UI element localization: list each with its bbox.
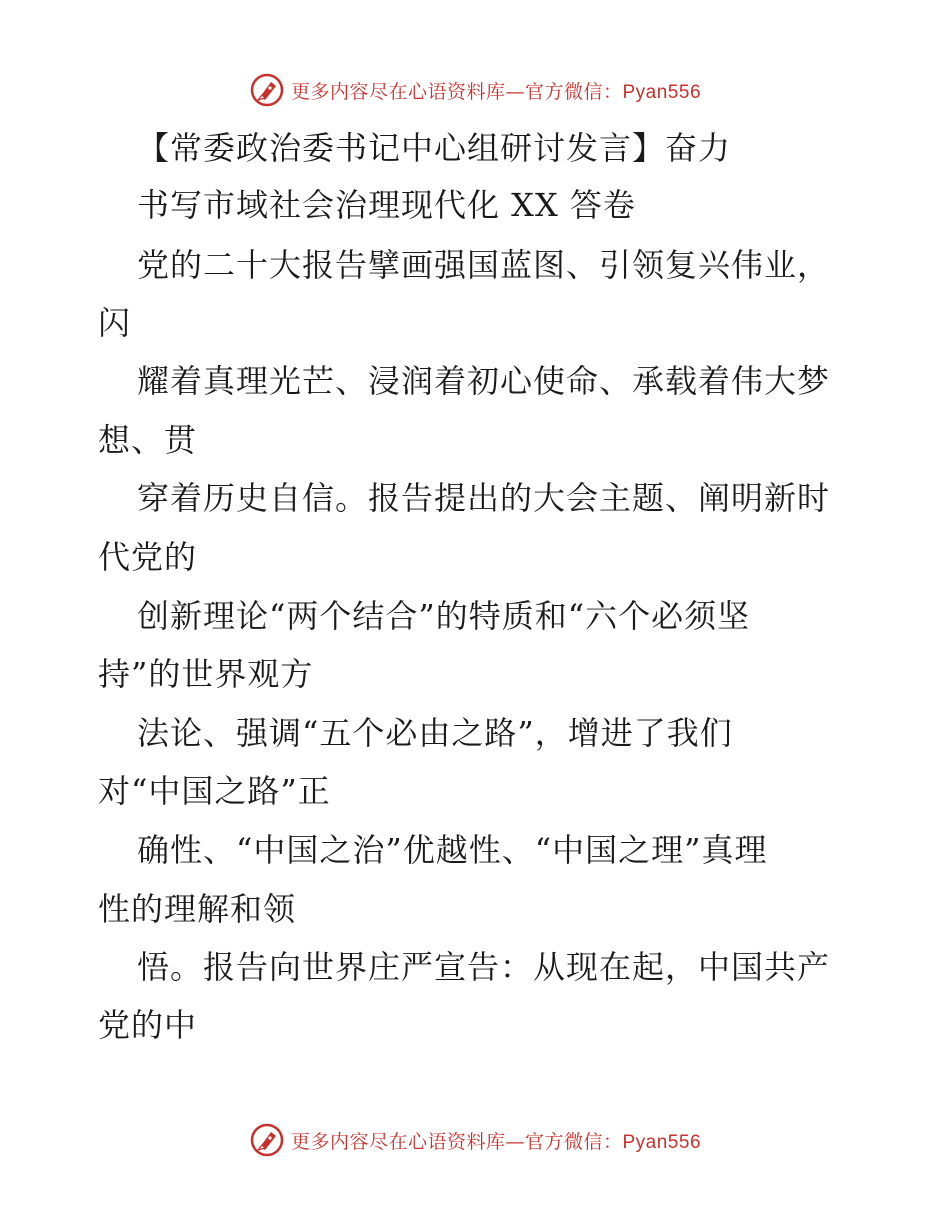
body-line: 穿着历史自信。报告提出的大会主题、阐明新时 — [137, 479, 831, 517]
watermark-dash: — — [505, 80, 525, 103]
body-line: 耀着真理光芒、浸润着初心使命、承载着伟大梦 — [137, 362, 831, 400]
header-watermark — [0, 68, 950, 112]
body-line: 想、贯 — [98, 421, 198, 459]
body-line: 悟。报告向世界庄严宣告：从现在起，中国共产 — [137, 948, 831, 986]
body-line: 党的中 — [98, 1006, 198, 1044]
body-line: 性的理解和领 — [98, 890, 297, 928]
pen-nib-logo-icon — [249, 72, 285, 108]
body-line: 持”的世界观方 — [98, 655, 314, 693]
body-line: 确性、“中国之治”优越性、“中国之理”真理 — [137, 831, 768, 869]
pen-nib-logo-icon — [249, 1122, 285, 1158]
watermark-wechat-id: Pyan556 — [622, 1131, 702, 1153]
body-line: 党的二十大报告擘画强国蓝图、引领复兴伟业， — [137, 246, 831, 284]
body-line: 对“中国之路”正 — [98, 772, 331, 810]
document-title-line-1: 【常委政治委书记中心组研讨发言】奋力 — [137, 129, 732, 167]
watermark-text — [291, 77, 701, 104]
watermark-text — [291, 1127, 701, 1154]
document-title-line-2: 书写市域社会治理现代化 XX 答卷 — [137, 186, 636, 224]
watermark-site-text: 更多内容尽在心语资料库 — [290, 80, 506, 103]
body-line: 闪 — [98, 304, 132, 342]
body-line: 法论、强调“五个必由之路”，增进了我们 — [137, 714, 733, 752]
watermark-wechat-label: 官方微信： — [524, 1130, 623, 1153]
body-line: 创新理论“两个结合”的特质和“六个必须坚 — [137, 597, 751, 635]
watermark-dash: — — [505, 1130, 525, 1153]
body-line: 代党的 — [98, 538, 198, 576]
watermark-wechat-id: Pyan556 — [622, 81, 702, 103]
footer-watermark — [0, 1118, 950, 1162]
watermark-site-text: 更多内容尽在心语资料库 — [290, 1130, 506, 1153]
watermark-wechat-label: 官方微信： — [524, 80, 623, 103]
